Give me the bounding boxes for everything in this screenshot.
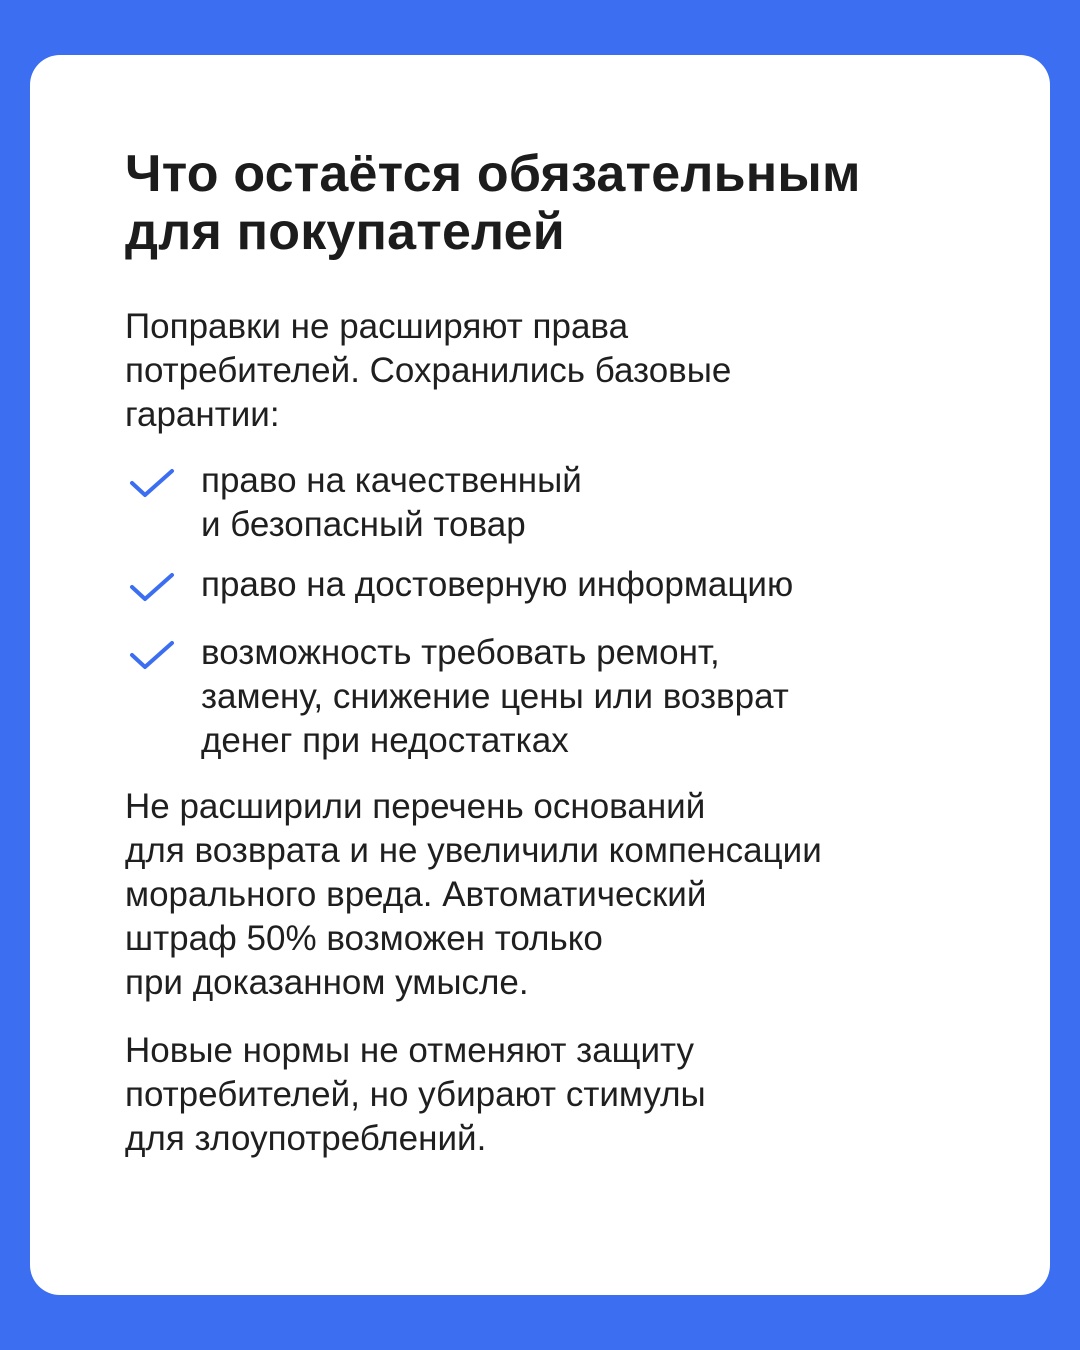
list-item-line: возможность требовать ремонт, [201,633,720,672]
intro-line: потребителей. Сохранились базовые [125,351,732,390]
list-item-line: право на качественный [201,461,582,500]
card-content [125,145,985,1161]
content-card [30,55,1050,1295]
checkmark-icon [128,468,176,498]
list-item [125,563,985,607]
title-line: Что остаётся обязательным [125,145,861,203]
conclusion-line: для злоупотреблений. [125,1119,487,1158]
body-line: морального вреда. Автоматический [125,875,707,914]
conclusion-line: Новые нормы не отменяют защиту [125,1031,694,1070]
body-line: Не расширили перечень оснований [125,787,706,826]
body-line: штраф 50% возможен только [125,919,603,958]
list-item [125,631,985,763]
title-line: для покупателей [125,203,565,261]
intro-line: Поправки не расширяют права [125,307,629,346]
checkmark-icon [128,640,176,670]
list-item-line: право на достоверную информацию [201,565,794,604]
body-paragraph [125,785,985,1005]
page-title [125,145,985,261]
list-item-line: и безопасный товар [201,505,526,544]
intro-paragraph [125,305,985,437]
list-item [125,459,985,547]
intro-line: гарантии: [125,395,280,434]
conclusion-line: потребителей, но убирают стимулы [125,1075,706,1114]
list-item-line: денег при недостатках [201,721,569,760]
checkmark-icon [128,572,176,602]
list-item-line: замену, снижение цены или возврат [201,677,789,716]
guarantees-list [125,459,985,763]
conclusion-paragraph [125,1029,985,1161]
body-line: для возврата и не увеличили компенсации [125,831,822,870]
body-line: при доказанном умысле. [125,963,529,1002]
